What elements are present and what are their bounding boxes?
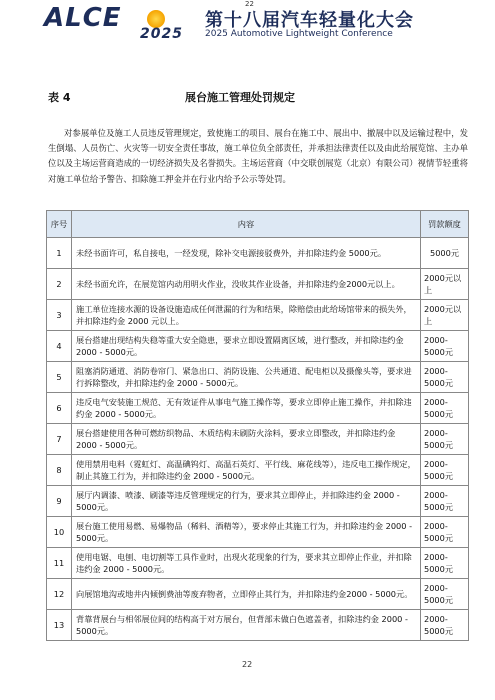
row-fine: 2000-5000元 [421, 393, 469, 424]
table-row [47, 455, 469, 486]
table-row [47, 486, 469, 517]
row-number: 3 [47, 300, 72, 331]
row-number: 13 [47, 610, 72, 641]
row-content: 阻塞消防通道、消防卷帘门、紧急出口、消防设施、公共通道、配电柜以及摄像头等，要求进行拆除整改，并扣除违约金 2000 - 5000元。 [72, 362, 421, 393]
row-number: 1 [47, 238, 72, 269]
table-header-row [47, 211, 469, 238]
table-row [47, 610, 469, 641]
row-content: 使用禁用电料（霓虹灯、高温碘钨灯、高温石英灯、平行线、麻花线等），违反电工操作规定，制止其施工行为，并扣除违约金 2000 - 5000元。 [72, 455, 421, 486]
intro-paragraph: 对参展单位及施工人员违反管理规定，致使施工的项目、展台在施工中、展出中、撤展中以及运输过程中，发生倒塌、人员伤亡、火灾等一切安全责任事故，施工单位负全部责任，并承担法律责任以及由此给展览馆、主办单位以及主场运营商造成的一切经济损失及名誉损失。主场运营商（中交联创展览（北京）有限公司）视情节轻重将对施工单位给予警告、扣除施工押金并在行业内给予公示等处罚。 [48, 128, 468, 184]
row-number: 2 [47, 269, 72, 300]
alce-logo [44, 4, 194, 42]
table-row [47, 362, 469, 393]
row-number: 11 [47, 548, 72, 579]
row-content: 未经书面允许，在展览馆内动用明火作业，没收其作业设备，并扣除违约金2000元以上。 [72, 269, 421, 300]
page-header [0, 0, 495, 46]
row-fine: 2000元以上 [421, 300, 469, 331]
logo-text: ALCE [44, 3, 122, 33]
table-row [47, 517, 469, 548]
table-row [47, 238, 469, 269]
row-number: 12 [47, 579, 72, 610]
logo-year: 2025 [140, 26, 183, 42]
row-content: 展台搭建出现结构失稳等重大安全隐患，要求立即设置隔离区域，进行整改，并扣除违约金 2000 - 5000元。 [72, 331, 421, 362]
row-number: 4 [47, 331, 72, 362]
table-label: 表 4 [48, 91, 71, 104]
header-no: 序号 [47, 211, 72, 238]
row-fine: 2000-5000元 [421, 579, 469, 610]
table-row [47, 331, 469, 362]
row-content: 向展馆地沟或地井内倾倒费油等废弃物者，立即停止其行为，并扣除违约金2000 - 5000元。 [72, 579, 421, 610]
row-fine: 2000-5000元 [421, 486, 469, 517]
row-fine: 2000元以上 [421, 269, 469, 300]
row-content: 展台施工使用易燃、易爆物品（稀料、酒精等），要求停止其施工行为，并扣除违约金 2000 - 5000元。 [72, 517, 421, 548]
row-fine: 2000-5000元 [421, 331, 469, 362]
row-fine: 2000-5000元 [421, 424, 469, 455]
table-row [47, 393, 469, 424]
table-title: 展台施工管理处罚规定 [185, 91, 295, 104]
row-number: 7 [47, 424, 72, 455]
row-number: 5 [47, 362, 72, 393]
row-content: 未经书面许可，私自接电，一经发现，除补交电源接驳费外，并扣除违约金 5000元。 [72, 238, 421, 269]
header-content: 内容 [72, 211, 421, 238]
table-row [47, 269, 469, 300]
table-row [47, 579, 469, 610]
header-fine: 罚款额度 [421, 211, 469, 238]
row-fine: 2000-5000元 [421, 362, 469, 393]
row-fine: 2000-5000元 [421, 610, 469, 641]
row-content: 背靠背展台与相邻展位间的结构高于对方展台，但背部未做白色遮盖者，扣除违约金 2000 - 5000元。 [72, 610, 421, 641]
row-fine: 2000-5000元 [421, 517, 469, 548]
page-number: 22 [242, 660, 253, 669]
conference-title-en: 2025 Automotive Lightweight Conference [205, 29, 393, 39]
table-row [47, 300, 469, 331]
row-fine: 2000-5000元 [421, 455, 469, 486]
row-fine: 2000-5000元 [421, 548, 469, 579]
conference-title-cn: 第十八届汽车轻量化大会 [205, 10, 414, 31]
row-number: 8 [47, 455, 72, 486]
row-content: 施工单位连接水源的设备设施造成任何泄漏的行为和结果，除赔偿由此给场馆带来的损失外，并扣除违约金 2000 元以上。 [72, 300, 421, 331]
row-number: 6 [47, 393, 72, 424]
row-number: 10 [47, 517, 72, 548]
row-content: 展台搭建使用各种可燃纺织物品、木质结构未刷防火涂料，要求立即整改，并扣除违约金 2000 - 5000元。 [72, 424, 421, 455]
row-content: 使用电锯、电刨、电切割等工具作业时，出现火花现象的行为，要求其立即停止作业，并扣除违约金 2000 - 5000元。 [72, 548, 421, 579]
row-content: 违反电气安装施工规范、无有效证件从事电气施工操作等，要求立即停止施工操作，并扣除违约金 2000 - 5000元。 [72, 393, 421, 424]
row-content: 展厅内调漆、喷漆、刷漆等违反管理规定的行为，要求其立即停止，并扣除违约金 2000 - 5000元。 [72, 486, 421, 517]
table-row [47, 424, 469, 455]
row-number: 9 [47, 486, 72, 517]
row-fine: 5000元 [421, 238, 469, 269]
table-row [47, 548, 469, 579]
top-page-number: 22 [245, 0, 254, 8]
penalty-table [46, 210, 469, 641]
